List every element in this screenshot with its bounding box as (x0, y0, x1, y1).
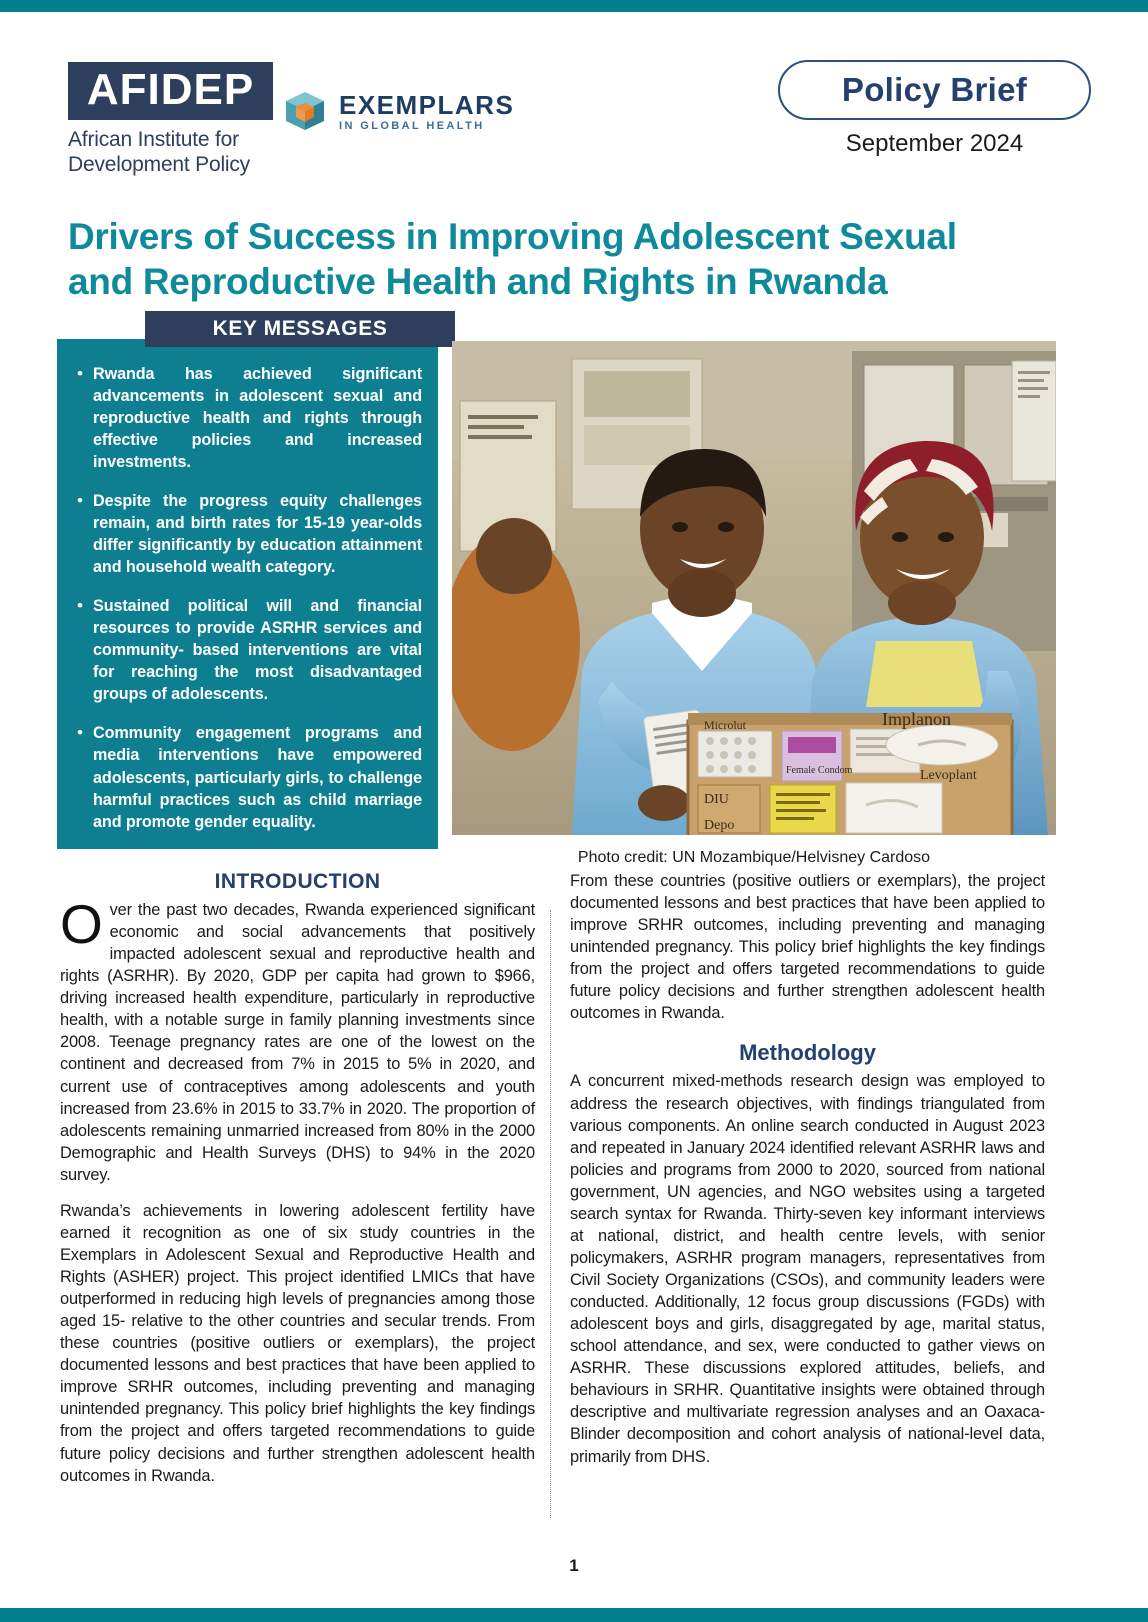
afidep-tagline: African Institute for Development Policy (68, 128, 250, 176)
publication-date: September 2024 (845, 130, 1024, 157)
exemplars-name: EXEMPLARS (339, 90, 515, 120)
bullet-icon: • (77, 596, 83, 616)
methodology-paragraph-1: A concurrent mixed-methods research design was employed to address the research objectives, with findings triangulated from various components. An online search conducted in August 2023 and repeated in January 2024 identified relevant ASRHR laws and policies and programs from 2000 to 2020, sourced from national government, UN agencies, and NGO websites using a targeted search syntax for Rwanda. Thirty-seven key informant interviews at national, district, and health centre levels, with senior policymakers, ASRHR program managers, representatives from Civil Society Organizations (CSOs), and community leaders were conducted. Additionally, 12 focus group discussions (FGDs) with adolescent boys and girls, disaggregated by age, marital status, school attendance, and sex, were conducted to gather views on ASRHR. These discussions explored attitudes, beliefs, and behaviours in SRHR. Quantitative insights were obtained through descriptive and multivariate regression analyses and an Oaxaca-Blinder decomposition and cohort analysis of national-level data, primarily from DHS. (570, 1072, 1045, 1466)
page-header (0, 48, 1148, 198)
body-columns (60, 870, 1090, 1550)
key-message-text: Despite the progress equity challenges remain, and birth rates for 15-19 year-olds differ significantly by education attainment and household wealth category. (93, 492, 422, 577)
list-item (67, 722, 422, 832)
key-message-text: Community engagement programs and media interventions have empowered adolescents, particularly girls, to challenge harmful practices such as child marriage and promote gender equality. (93, 724, 422, 831)
key-messages-heading: KEY MESSAGES (145, 311, 455, 347)
page-title: Drivers of Success in Improving Adolescent Sexual and Reproductive Health and Rights in Rwanda (68, 216, 957, 303)
introduction-paragraph-1: Over the past two decades, Rwanda experienced significant economic and social advancements that positively impacted adolescent sexual and reproductive health and rights (ASRHR). By 2020, GDP per capita had grown to $966, driving increased health expenditure, particularly in reproductive health, with a notable surge in family planning investments since 2008. Teenage pregnancy rates are one of the lowest on the continent and decreased from 7% in 2015 to 5% in 2020, and current use of contraceptives among adolescents and youth increased from 23.6% in 2015 to 33.7% in 2020. The proportion of adolescents remaining unmarried increased from 80% in the 2000 Demographic and Health Surveys (DHS) to 94% in the 2020 survey. (60, 893, 535, 1184)
exemplars-logo (283, 90, 514, 134)
afidep-wordmark: AFIDEP (68, 62, 273, 120)
left-column (60, 870, 535, 1487)
bullet-icon: • (77, 491, 83, 511)
cube-icon (283, 90, 327, 134)
policy-brief-label: Policy Brief (841, 71, 1028, 108)
exemplars-wordmark (339, 92, 514, 132)
list-item (67, 490, 422, 578)
bottom-accent-bar (0, 1608, 1148, 1622)
policy-brief-badge (778, 60, 1091, 120)
svg-text:Depo: Depo (704, 818, 735, 833)
header-photo (452, 341, 1056, 835)
svg-text:Implanon: Implanon (882, 709, 951, 729)
key-messages-list (67, 363, 422, 833)
afidep-logo (68, 62, 273, 178)
key-message-text: Sustained political will and financial resources to provide ASRHR services and community- based interventions are vital for reaching the most disadvantaged groups of adolescents. (93, 597, 422, 704)
introduction-heading: INTRODUCTION (214, 870, 381, 893)
key-messages-body (57, 339, 438, 849)
top-accent-bar (0, 0, 1148, 12)
right-column (570, 870, 1045, 1468)
key-messages-panel (57, 317, 438, 849)
list-item (67, 363, 422, 473)
introduction-continued-paragraph: From these countries (positive outliers or exemplars), the project documented lessons and best practices that have been applied to improve SRHR outcomes, including preventing and managing unintended pregnancy. This policy brief highlights the key findings from the project and offers targeted recommendations to guide future policy decisions and further strengthen adolescent health outcomes in Rwanda. (570, 872, 1045, 1023)
svg-text:DIU: DIU (704, 792, 729, 807)
list-item (67, 595, 422, 705)
bullet-icon: • (77, 723, 83, 743)
svg-text:Microlut: Microlut (704, 718, 746, 732)
exemplars-tagline: IN GLOBAL HEALTH (339, 120, 485, 132)
photo-credit: Photo credit: UN Mozambique/Helvisney Cardoso (577, 849, 931, 866)
svg-text:Levoplant: Levoplant (920, 768, 977, 783)
introduction-paragraph-2: Rwanda’s achievements in lowering adolescent fertility have earned it recognition as one of six study countries in the Exemplars in Adolescent Sexual and Reproductive Health and Rights (ASHER) project. This project identified LMICs that have outperformed in reducing high levels of pregnancies among those aged 15- relative to the other countries and secular trends. From these countries (positive outliers or exemplars), the project documented lessons and best practices that have been applied to improve SRHR outcomes, including preventing and managing unintended pregnancy. This policy brief highlights the key findings from the project and offers targeted recommendations to guide future policy decisions and further strengthen adolescent health outcomes in Rwanda. (60, 1201, 535, 1485)
svg-text:Female Condom: Female Condom (786, 765, 853, 776)
key-message-text: Rwanda has achieved significant advancements in adolescent sexual and reproductive health and rights through effective policies and increased investments. (93, 365, 422, 472)
column-divider (550, 910, 551, 1518)
methodology-heading: Methodology (739, 1040, 876, 1066)
page-number: 1 (569, 1556, 579, 1575)
bullet-icon: • (77, 364, 83, 383)
